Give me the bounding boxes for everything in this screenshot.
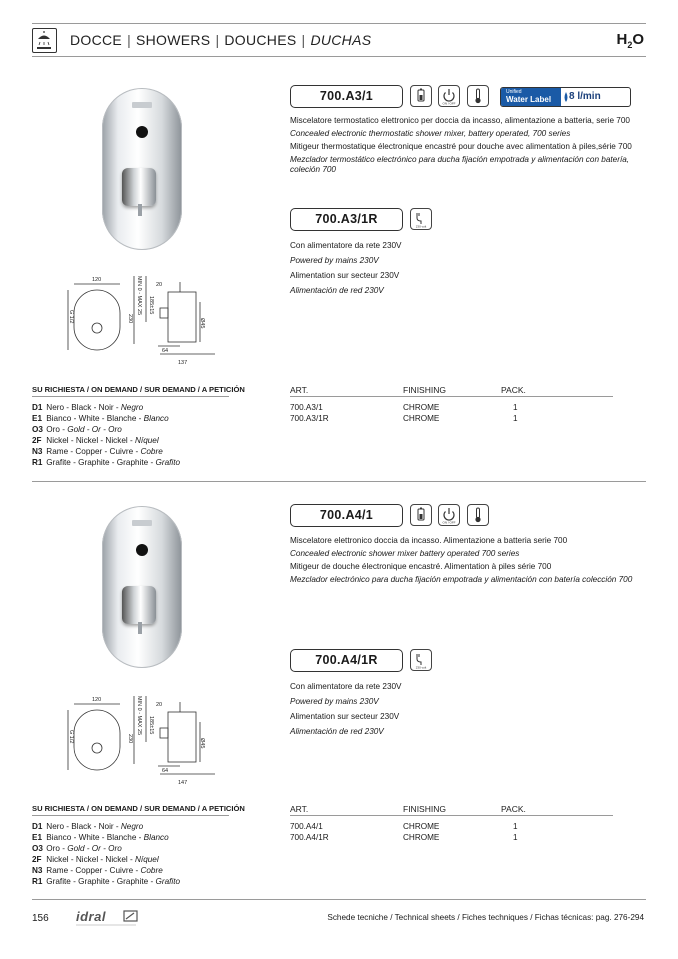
plug-icon-caption: 230 volt	[415, 665, 427, 670]
mains-plug-icon	[410, 649, 432, 671]
dim-20: 20	[156, 282, 163, 288]
dim-230: 230	[127, 314, 133, 324]
power-icon-caption: ON / OFF	[442, 101, 456, 106]
table-cell-pack: 1	[513, 833, 518, 842]
water-label-title: Water Label	[506, 95, 552, 104]
dim-o45: Ø45	[199, 318, 205, 329]
thermometer-icon	[467, 504, 489, 526]
page-number: 156	[32, 913, 49, 924]
model-label-a3: 700.A3/1	[290, 85, 403, 108]
finish-row: E1 Bianco - White - Blanche - Blanco	[32, 414, 169, 423]
variant-en: Powered by mains 230V	[290, 256, 379, 265]
variant-es: Alimentación de red 230V	[290, 286, 384, 295]
model-label-a4r: 700.A4/1R	[290, 649, 403, 672]
col-finishing: FINISHING	[403, 385, 446, 395]
title-fr: DOUCHES	[224, 32, 297, 48]
finish-row: R1 Grafite - Graphite - Graphite - Grafito	[32, 877, 181, 886]
dim-width-120: 120	[92, 697, 102, 703]
dim-width-120: 120	[92, 277, 102, 283]
idral-logo-text: idral	[76, 909, 106, 924]
shower-head-icon	[32, 28, 57, 53]
finish-row: 2F Nickel - Nickel - Nickel - Níquel	[32, 436, 159, 445]
sensor	[136, 126, 148, 138]
brand-logo-mark	[132, 102, 152, 108]
dim-64: 64	[162, 768, 169, 774]
dim-o45: Ø45	[199, 738, 205, 749]
title-en: SHOWERS	[136, 32, 211, 48]
finish-row: N3 Rame - Copper - Cuivre - Cobre	[32, 866, 163, 875]
description-a3	[290, 116, 648, 178]
page-title	[70, 32, 371, 48]
dim-185: 185±15	[148, 716, 154, 735]
water-label-badge	[500, 87, 631, 107]
power-on-off-icon	[438, 504, 460, 526]
mains-plug-icon	[410, 208, 432, 230]
desc-en: Concealed electronic thermostatic shower mixer, battery operated, 700 series	[290, 129, 571, 138]
section-divider	[32, 481, 646, 482]
finish-row: E1 Bianco - White - Blanche - Blanco	[32, 833, 169, 842]
dim-min-max: MIN 0 - MAX 25	[136, 276, 142, 316]
desc-en: Concealed electronic shower mixer battery operated 700 series	[290, 549, 520, 558]
footer-rule	[32, 899, 646, 900]
product-image-a4	[102, 506, 182, 668]
header-bottom-rule	[32, 56, 646, 57]
plug-icon-caption: 230 volt	[415, 224, 427, 229]
water-label-flow: 8 l/min	[569, 91, 601, 102]
water-label-small: Unified	[506, 89, 522, 95]
power-icon-caption: ON / OFF	[442, 520, 456, 525]
col-finishing: FINISHING	[403, 804, 446, 814]
col-pack: PACK.	[501, 385, 526, 395]
col-art: ART.	[290, 804, 309, 814]
finish-row: D1 Nero - Black - Noir - Negro	[32, 822, 144, 831]
desc-es: Mezclador electrónico para ducha fijación empotrada y alimentación con batería colección 700	[290, 575, 633, 584]
variant-it: Con alimentatore da rete 230V	[290, 241, 402, 250]
variant-fr: Alimentation sur secteur 230V	[290, 271, 400, 280]
brand-logo-mark	[132, 520, 152, 526]
mixer-pin	[138, 204, 142, 216]
table-cell-art: 700.A3/1R	[290, 414, 329, 423]
dim-64: 64	[162, 348, 169, 354]
product-image-a3	[102, 88, 182, 250]
mixer-knob	[122, 586, 156, 624]
table-rule	[290, 815, 613, 816]
table-rule	[32, 815, 229, 816]
dim-147: 147	[178, 780, 188, 786]
model-label-a4: 700.A4/1	[290, 504, 403, 527]
model-label-a3r: 700.A3/1R	[290, 208, 403, 231]
desc-it: Miscelatore elettronico doccia da incasso. Alimentazione a batteria serie 700	[290, 536, 568, 545]
on-demand-heading: SU RICHIESTA / ON DEMAND / SUR DEMAND / A PETICIÓN	[32, 385, 245, 394]
table-cell-pack: 1	[513, 414, 518, 423]
variant-es: Alimentación de red 230V	[290, 727, 384, 736]
finish-list	[32, 821, 180, 887]
dim-g12: G 1/2	[68, 730, 74, 744]
mixer-knob	[122, 168, 156, 206]
variant-it: Con alimentatore da rete 230V	[290, 682, 402, 691]
dim-137: 137	[178, 360, 188, 366]
on-demand-heading: SU RICHIESTA / ON DEMAND / SUR DEMAND / A PETICIÓN	[32, 804, 245, 813]
table-cell-finishing: CHROME	[403, 833, 440, 842]
desc-it: Miscelatore termostatico elettronico per doccia da incasso, alimentazione a batteria, serie 700	[290, 116, 630, 125]
table-cell-art: 700.A4/1	[290, 822, 323, 831]
finish-row: D1 Nero - Black - Noir - Negro	[32, 403, 144, 412]
mixer-pin	[138, 622, 142, 634]
dim-20: 20	[156, 702, 163, 708]
battery-icon	[410, 85, 432, 107]
desc-es: Mezclador termostático electrónico para ducha fijación empotrada y alimentación con batería, coleción 700	[290, 155, 630, 174]
finish-row: O3 Oro - Gold - Or - Oro	[32, 425, 122, 434]
col-art: ART.	[290, 385, 309, 395]
title-separator: |	[215, 32, 220, 48]
table-cell-finishing: CHROME	[403, 414, 440, 423]
table-cell-art: 700.A4/1R	[290, 833, 329, 842]
power-on-off-icon	[438, 85, 460, 107]
h2o-badge: $H_2O$	[616, 31, 644, 50]
variant-lines-a4r	[290, 679, 402, 739]
variant-en: Powered by mains 230V	[290, 697, 379, 706]
dim-185: 185±15	[148, 296, 154, 315]
desc-fr: Mitigeur de douche électronique encastré. Alimentation à piles série 700	[290, 562, 552, 571]
dim-230: 230	[127, 734, 133, 744]
title-it: DOCCE	[70, 32, 123, 48]
finish-row: 2F Nickel - Nickel - Nickel - Níquel	[32, 855, 159, 864]
table-cell-art: 700.A3/1	[290, 403, 323, 412]
title-separator: |	[301, 32, 306, 48]
table-cell-finishing: CHROME	[403, 822, 440, 831]
dim-min-max: MIN 0 - MAX 25	[136, 696, 142, 736]
variant-fr: Alimentation sur secteur 230V	[290, 712, 400, 721]
table-rule	[32, 396, 229, 397]
desc-fr: Mitigeur thermostatique électronique encastré pour douche avec alimentation à piles,série 700	[290, 142, 632, 151]
technical-drawing-a4	[60, 692, 220, 792]
title-separator: |	[127, 32, 131, 48]
finish-row: N3 Rame - Copper - Cuivre - Cobre	[32, 447, 163, 456]
variant-lines-a3r	[290, 238, 402, 298]
thermometer-icon	[467, 85, 489, 107]
table-cell-pack: 1	[513, 403, 518, 412]
technical-sheets-reference: Schede tecniche / Technical sheets / Fiches techniques / Fichas técnicas: pag. 276-294	[327, 913, 644, 922]
sensor	[136, 544, 148, 556]
header-top-rule	[32, 23, 646, 24]
finish-list	[32, 402, 180, 468]
water-label-left	[501, 88, 561, 106]
dim-g12: G 1/2	[68, 310, 74, 324]
col-pack: PACK.	[501, 804, 526, 814]
finish-row: R1 Grafite - Graphite - Graphite - Grafito	[32, 458, 181, 467]
table-rule	[290, 396, 613, 397]
finish-row: O3 Oro - Gold - Or - Oro	[32, 844, 122, 853]
table-cell-pack: 1	[513, 822, 518, 831]
idral-logo	[76, 908, 142, 928]
technical-drawing-a3	[60, 272, 220, 372]
table-cell-finishing: CHROME	[403, 403, 440, 412]
battery-icon	[410, 504, 432, 526]
description-a4	[290, 536, 648, 588]
title-es: DUCHAS	[310, 32, 372, 48]
